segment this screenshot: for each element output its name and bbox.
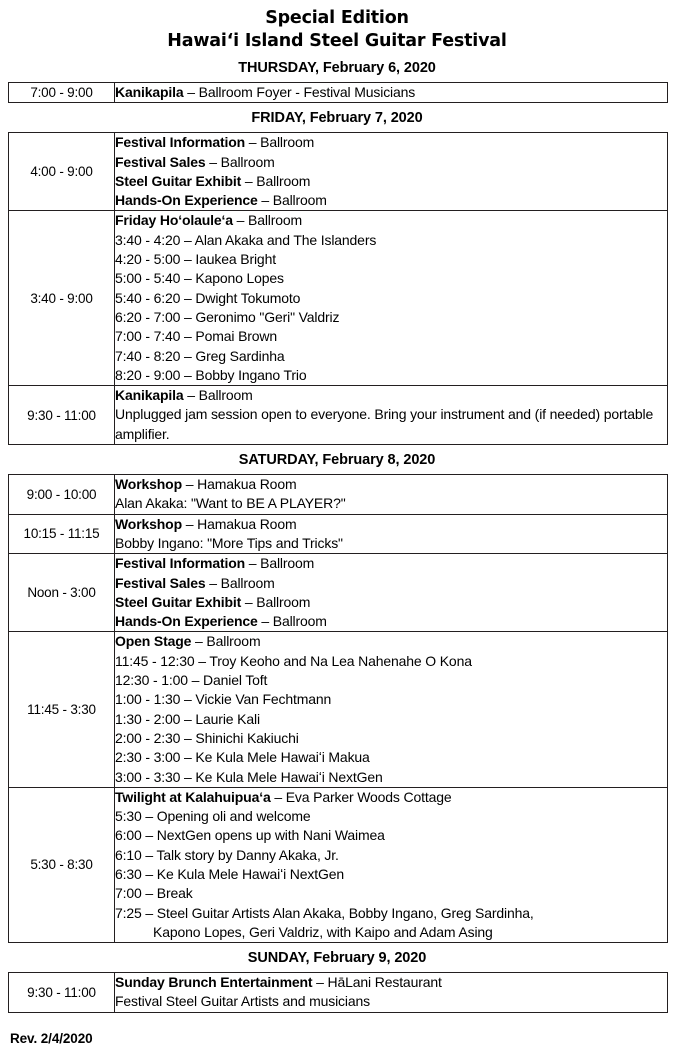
day-schedule-table — [8, 132, 668, 445]
event-text: 7:00 – Break — [115, 885, 193, 902]
event-title-line — [115, 554, 667, 573]
event-detail-cell — [115, 475, 668, 515]
time-cell: 11:45 - 3:30 — [9, 632, 115, 787]
event-detail-line — [115, 729, 667, 748]
schedule-row — [9, 973, 668, 1013]
event-detail-line — [115, 231, 667, 250]
time-cell: 5:30 - 8:30 — [9, 787, 115, 942]
schedule-row — [9, 787, 668, 942]
event-title-line — [115, 172, 667, 191]
event-text: 7:00 - 7:40 – Pomai Brown — [115, 328, 278, 345]
event-text: – Ballroom — [183, 387, 253, 404]
event-detail-cell — [115, 386, 668, 445]
schedule-sections — [8, 53, 666, 1013]
schedule-row — [9, 514, 668, 554]
event-detail-line — [115, 884, 667, 903]
event-detail-line — [115, 289, 667, 308]
time-cell: 9:00 - 10:00 — [9, 475, 115, 515]
event-text: – Ballroom — [257, 192, 327, 209]
time-cell: 9:30 - 11:00 — [9, 973, 115, 1013]
title-line-2: Hawaiʻi Island Steel Guitar Festival — [167, 31, 507, 51]
event-name: Open Stage — [115, 633, 192, 650]
day-header: FRIDAY, February 7, 2020 — [251, 110, 423, 127]
event-detail-line — [115, 807, 667, 826]
event-detail-cell — [115, 211, 668, 386]
day-header: SUNDAY, February 9, 2020 — [247, 950, 427, 967]
event-name: Workshop — [115, 476, 182, 493]
event-name: Workshop — [115, 515, 182, 532]
time-cell: 4:00 - 9:00 — [9, 133, 115, 211]
event-detail-line — [115, 494, 667, 513]
event-text: 6:10 – Talk story by Danny Akaka, Jr. — [115, 846, 339, 863]
event-detail-line — [115, 269, 667, 288]
event-name: Hands-On Experience — [115, 613, 258, 630]
day-header: THURSDAY, February 6, 2020 — [238, 60, 436, 76]
event-text: – Hamakua Room — [182, 515, 297, 532]
schedule-row — [9, 632, 668, 787]
event-title-line — [115, 386, 667, 405]
event-title-line — [115, 593, 667, 612]
day-schedule-table — [8, 82, 668, 103]
revision-footer: Rev. 2/4/2020 — [10, 1030, 93, 1046]
event-detail-line — [115, 923, 667, 942]
event-text: – Ballroom Foyer - Festival Musicians — [183, 84, 416, 100]
event-detail-line — [115, 865, 667, 884]
event-detail-line — [115, 992, 667, 1011]
event-detail-line — [115, 327, 667, 346]
event-text: – Hamakua Room — [182, 476, 297, 493]
event-name: Steel Guitar Exhibit — [115, 172, 242, 189]
event-text: Bobby Ingano: "More Tips and Tricks" — [115, 534, 343, 551]
event-name: Kanikapila — [115, 387, 184, 404]
event-name: Festival Information — [115, 555, 246, 572]
time-cell: 7:00 - 9:00 — [9, 83, 115, 103]
event-text: 7:40 - 8:20 – Greg Sardinha — [115, 347, 285, 364]
event-title-line — [115, 153, 667, 172]
event-title-line — [115, 475, 667, 494]
event-title-line — [115, 612, 667, 631]
event-text: 2:00 - 2:30 – Shinichi Kakiuchi — [115, 729, 299, 746]
event-text: Festival Steel Guitar Artists and musicians — [115, 993, 370, 1010]
event-text: 6:20 - 7:00 – Geronimo "Geri" Valdriz — [115, 308, 340, 325]
event-text: – HāLani Restaurant — [312, 974, 442, 991]
event-name: Steel Guitar Exhibit — [115, 593, 242, 610]
event-title-line — [115, 83, 667, 102]
event-detail-line — [115, 308, 667, 327]
event-name: Festival Information — [115, 134, 246, 151]
schedule-row — [9, 386, 668, 445]
schedule-row — [9, 83, 668, 103]
event-text: 11:45 - 12:30 – Troy Keoho and Na Lea Nahenahe O Kona — [115, 652, 472, 669]
event-detail-line — [115, 846, 667, 865]
event-text: 1:30 - 2:00 – Laurie Kali — [115, 710, 260, 727]
event-detail-line — [115, 826, 667, 845]
event-text: – Eva Parker Woods Cottage — [270, 788, 452, 805]
event-detail-line — [115, 250, 667, 269]
event-text: 6:00 – NextGen opens up with Nani Waimea — [115, 827, 385, 844]
event-name: Festival Sales — [115, 153, 206, 170]
event-detail-line — [115, 534, 667, 553]
time-cell: 10:15 - 11:15 — [9, 514, 115, 554]
event-detail-cell — [115, 632, 668, 787]
event-detail-line — [115, 405, 667, 444]
event-text: 7:25 – Steel Guitar Artists Alan Akaka, Bobby Ingano, Greg Sardinha, — [115, 904, 534, 921]
event-text: 2:30 - 3:00 – Ke Kula Mele Hawaiʻi Makua — [115, 749, 370, 766]
event-text: 3:00 - 3:30 – Ke Kula Mele Hawaiʻi NextGen — [115, 768, 383, 785]
event-detail-line — [115, 347, 667, 366]
event-title-line — [115, 211, 667, 230]
time-cell: Noon - 3:00 — [9, 554, 115, 632]
event-text: Alan Akaka: "Want to BE A PLAYER?" — [115, 495, 346, 512]
event-detail-line — [115, 904, 667, 923]
event-title-line — [115, 515, 667, 534]
event-text: 5:40 - 6:20 – Dwight Tokumoto — [115, 289, 301, 306]
event-text: – Ballroom — [205, 574, 275, 591]
event-text: 12:30 - 1:00 – Daniel Toft — [115, 672, 268, 689]
event-detail-line — [115, 652, 667, 671]
event-detail-line — [115, 768, 667, 787]
event-text: – Ballroom — [191, 633, 261, 650]
schedule-row — [9, 475, 668, 515]
event-text: 6:30 – Ke Kula Mele Hawaiʻi NextGen — [115, 865, 344, 882]
event-text: – Ballroom — [257, 613, 327, 630]
event-name: Twilight at Kalahuipuaʻa — [115, 788, 271, 805]
event-text: – Ballroom — [205, 153, 275, 170]
event-title-line — [115, 191, 667, 210]
event-text: – Ballroom — [245, 555, 315, 572]
event-detail-line — [115, 366, 667, 385]
event-detail-cell — [115, 554, 668, 632]
event-title-line — [115, 632, 667, 651]
schedule-row — [9, 211, 668, 386]
event-text: Unplugged jam session open to everyone. Bring your instrument and (if needed) portable amplifier. — [115, 406, 654, 442]
event-text: 3:40 - 4:20 – Alan Akaka and The Islanders — [115, 231, 377, 248]
schedule-row — [9, 554, 668, 632]
event-text: 8:20 - 9:00 – Bobby Ingano Trio — [115, 366, 307, 383]
event-text: Kapono Lopes, Geri Valdriz, with Kaipo and Adam Asing — [153, 923, 493, 940]
event-name: Kanikapila — [115, 84, 184, 100]
event-detail-line — [115, 748, 667, 767]
day-header: SATURDAY, February 8, 2020 — [238, 452, 436, 469]
document-title-block — [8, 0, 666, 53]
title-line-1: Special Edition — [265, 8, 409, 28]
event-detail-cell — [115, 83, 668, 103]
event-detail-cell — [115, 133, 668, 211]
time-cell: 3:40 - 9:00 — [9, 211, 115, 386]
event-name: Friday Hoʻolauleʻa — [115, 212, 233, 229]
event-title-line — [115, 574, 667, 593]
event-title-line — [115, 973, 667, 992]
event-title-line — [115, 133, 667, 152]
event-detail-line — [115, 710, 667, 729]
event-detail-cell — [115, 973, 668, 1013]
event-text: 4:20 - 5:00 – Iaukea Bright — [115, 251, 276, 268]
day-schedule-table — [8, 474, 668, 943]
event-text: – Ballroom — [241, 172, 311, 189]
event-text: – Ballroom — [232, 212, 303, 229]
event-text: – Ballroom — [241, 593, 311, 610]
event-detail-cell — [115, 787, 668, 942]
event-name: Festival Sales — [115, 574, 206, 591]
event-detail-cell — [115, 514, 668, 554]
event-detail-line — [115, 671, 667, 690]
day-schedule-table — [8, 972, 668, 1013]
event-name: Sunday Brunch Entertainment — [115, 974, 313, 991]
event-text: – Ballroom — [245, 134, 315, 151]
event-text: 5:30 – Opening oli and welcome — [115, 808, 311, 825]
time-cell: 9:30 - 11:00 — [9, 386, 115, 445]
schedule-row — [9, 133, 668, 211]
event-detail-line — [115, 690, 667, 709]
event-name: Hands-On Experience — [115, 192, 258, 209]
event-text: 1:00 - 1:30 – Vickie Van Fechtmann — [115, 691, 332, 708]
event-title-line — [115, 788, 667, 807]
event-text: 5:00 - 5:40 – Kapono Lopes — [115, 270, 284, 287]
